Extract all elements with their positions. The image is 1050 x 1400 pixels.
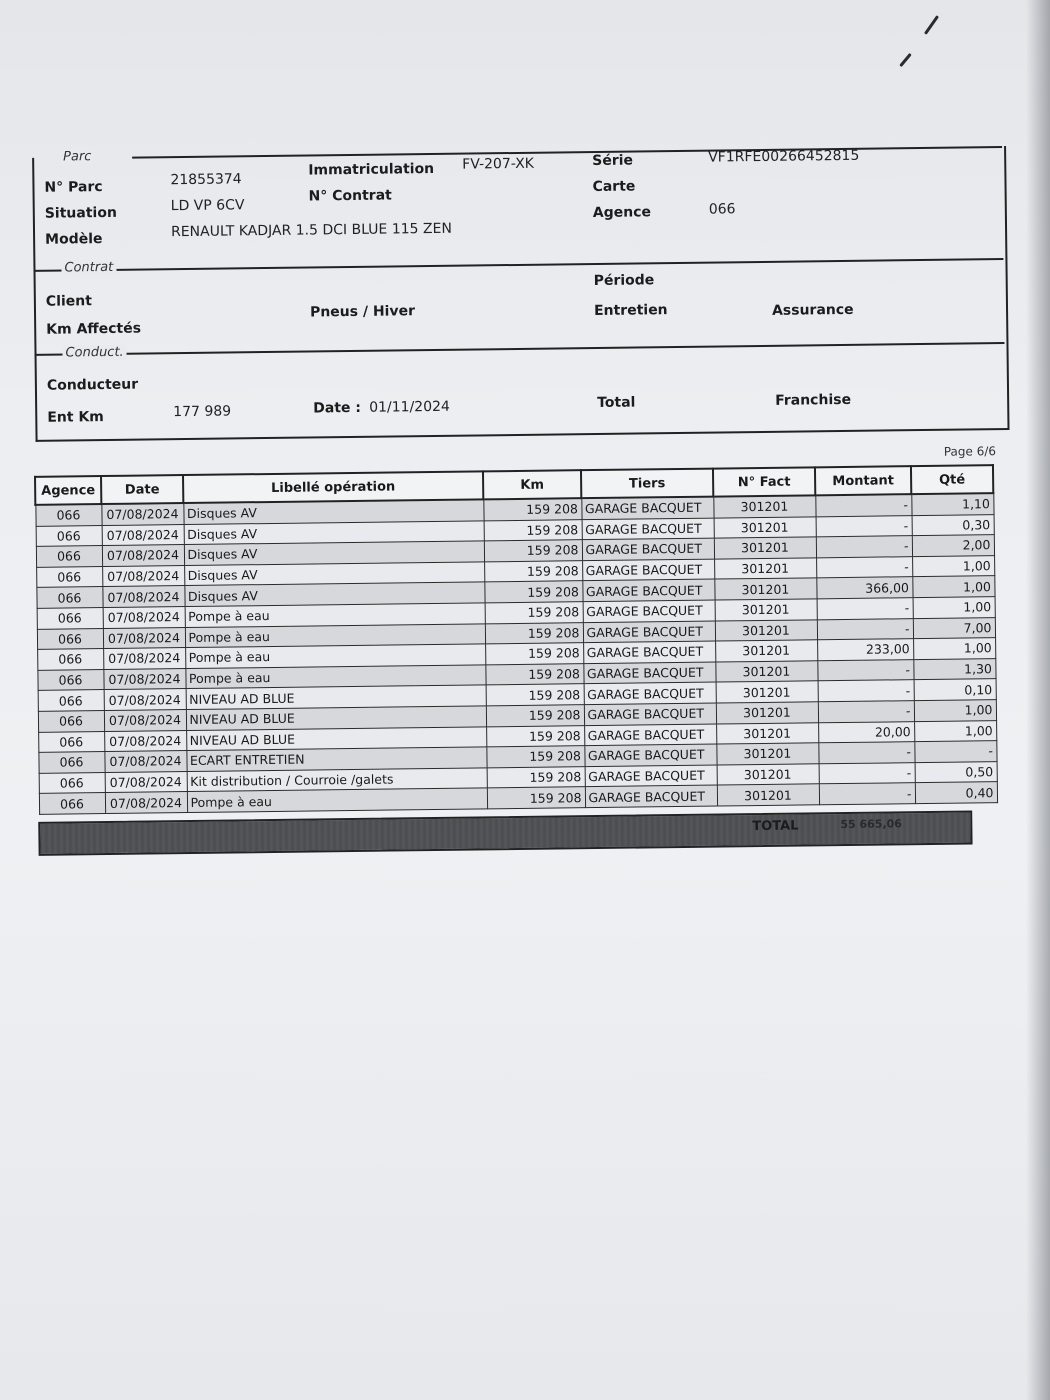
montant-cell: - bbox=[817, 618, 913, 640]
no-parc-value: 21855374 bbox=[170, 171, 242, 189]
libelle-cell: Pompe à eau bbox=[185, 665, 485, 689]
montant-cell: - bbox=[817, 659, 913, 681]
ent-km-value: 177 989 bbox=[173, 403, 232, 421]
montant-cell: - bbox=[818, 742, 914, 764]
qte-cell: 1,00 bbox=[912, 555, 994, 577]
libelle-cell: Disques AV bbox=[184, 520, 484, 544]
km-cell: 159 208 bbox=[486, 684, 584, 706]
libelle-cell: Pompe à eau bbox=[185, 623, 485, 647]
agence-cell: 066 bbox=[39, 793, 105, 814]
date-value: 01/11/2024 bbox=[369, 398, 450, 416]
facture-cell: 301201 bbox=[716, 681, 818, 703]
tiers-cell: GARAGE BACQUET bbox=[582, 559, 714, 581]
serie-value: VF1RFE00266452815 bbox=[708, 147, 860, 166]
km-cell: 159 208 bbox=[485, 602, 583, 624]
date-cell: 07/08/2024 bbox=[105, 771, 187, 793]
tiers-cell: GARAGE BACQUET bbox=[584, 724, 716, 746]
libelle-cell: Disques AV bbox=[183, 499, 483, 524]
date-cell: 07/08/2024 bbox=[102, 545, 184, 567]
agence-cell: 066 bbox=[36, 525, 102, 546]
qte-cell: 1,00 bbox=[912, 576, 994, 598]
facture-cell: 301201 bbox=[716, 702, 818, 724]
libelle-cell: Pompe à eau bbox=[185, 644, 485, 668]
agence-cell: 066 bbox=[36, 566, 102, 587]
tiers-cell: GARAGE BACQUET bbox=[582, 579, 714, 601]
tiers-cell: GARAGE BACQUET bbox=[582, 518, 714, 540]
montant-cell: 366,00 bbox=[816, 577, 912, 599]
montant-cell: - bbox=[816, 515, 912, 537]
column-header: Tiers bbox=[581, 469, 713, 499]
agence-value: 066 bbox=[708, 201, 736, 218]
qte-cell: 0,10 bbox=[914, 679, 996, 701]
entretien-label: Entretien bbox=[593, 302, 668, 320]
qte-cell: 1,30 bbox=[913, 658, 995, 680]
franchise-label: Franchise bbox=[775, 391, 852, 409]
qte-cell: 1,00 bbox=[913, 638, 995, 660]
montant-cell: - bbox=[819, 762, 915, 784]
section-title-parc: Parc bbox=[60, 149, 94, 164]
montant-cell: - bbox=[815, 494, 911, 516]
ent-km-label: Ent Km bbox=[47, 409, 104, 426]
km-cell: 159 208 bbox=[484, 519, 582, 541]
agence-cell: 066 bbox=[35, 504, 101, 526]
qte-cell: 0,40 bbox=[915, 782, 997, 804]
montant-cell: 20,00 bbox=[818, 721, 914, 743]
km-cell: 159 208 bbox=[484, 540, 582, 562]
libelle-cell: Pompe à eau bbox=[187, 788, 487, 812]
document-sheet bbox=[22, 136, 1031, 908]
operations-table bbox=[34, 464, 998, 815]
km-cell: 159 208 bbox=[483, 498, 581, 520]
modele-label: Modèle bbox=[45, 231, 103, 248]
agence-cell: 066 bbox=[37, 669, 103, 690]
tiers-cell: GARAGE BACQUET bbox=[584, 682, 716, 704]
serie-label: Série bbox=[592, 152, 634, 170]
no-parc-label: N° Parc bbox=[44, 179, 103, 196]
facture-cell: 301201 bbox=[715, 599, 817, 621]
tiers-cell: GARAGE BACQUET bbox=[583, 641, 715, 663]
montant-cell: - bbox=[818, 701, 914, 723]
date-cell: 07/08/2024 bbox=[103, 627, 185, 649]
libelle-cell: NIVEAU AD BLUE bbox=[186, 726, 486, 750]
date-cell: 07/08/2024 bbox=[104, 709, 186, 731]
agence-cell: 066 bbox=[37, 608, 103, 629]
column-header: Date bbox=[101, 475, 183, 504]
qte-cell: 1,10 bbox=[911, 493, 993, 515]
agence-cell: 066 bbox=[38, 710, 104, 731]
libelle-cell: Disques AV bbox=[184, 562, 484, 586]
qte-cell: 1,00 bbox=[914, 700, 996, 722]
facture-cell: 301201 bbox=[714, 537, 816, 559]
total-label: TOTAL bbox=[752, 818, 799, 835]
km-cell: 159 208 bbox=[486, 746, 584, 768]
montant-cell: - bbox=[816, 556, 912, 578]
date-cell: 07/08/2024 bbox=[104, 689, 186, 711]
libelle-cell: Disques AV bbox=[184, 582, 484, 606]
km-cell: 159 208 bbox=[485, 643, 583, 665]
agence-cell: 066 bbox=[36, 546, 102, 567]
tiers-cell: GARAGE BACQUET bbox=[583, 662, 715, 684]
carte-label: Carte bbox=[592, 178, 636, 196]
total-label-header: Total bbox=[597, 394, 636, 411]
table-body bbox=[35, 493, 997, 814]
agence-cell: 066 bbox=[38, 731, 104, 752]
km-affectes-label: Km Affectés bbox=[46, 320, 142, 338]
date-cell: 07/08/2024 bbox=[104, 730, 186, 752]
section-title-contrat: Contrat bbox=[61, 260, 116, 276]
agence-cell: 066 bbox=[39, 772, 105, 793]
date-cell: 07/08/2024 bbox=[102, 524, 184, 546]
libelle-cell: Disques AV bbox=[184, 541, 484, 565]
libelle-cell: Pompe à eau bbox=[185, 603, 485, 627]
facture-cell: 301201 bbox=[714, 578, 816, 600]
km-cell: 159 208 bbox=[487, 766, 585, 788]
facture-cell: 301201 bbox=[713, 495, 815, 517]
qte-cell: 1,00 bbox=[914, 720, 996, 742]
client-label: Client bbox=[45, 293, 93, 310]
situation-label: Situation bbox=[44, 204, 117, 222]
modele-value: RENAULT KADJAR 1.5 DCI BLUE 115 ZEN bbox=[170, 220, 452, 241]
km-cell: 159 208 bbox=[485, 622, 583, 644]
libelle-cell: NIVEAU AD BLUE bbox=[186, 706, 486, 730]
page-number: Page 6/6 bbox=[943, 444, 997, 459]
conducteur-label: Conducteur bbox=[46, 376, 139, 394]
immatriculation-label: Immatriculation bbox=[308, 160, 435, 179]
tiers-cell: GARAGE BACQUET bbox=[585, 785, 717, 807]
tiers-cell: GARAGE BACQUET bbox=[582, 538, 714, 560]
photo-edge-shadow bbox=[1026, 0, 1050, 1400]
facture-cell: 301201 bbox=[715, 661, 817, 683]
section-title-conduct: Conduct. bbox=[62, 345, 126, 361]
assurance-label: Assurance bbox=[771, 301, 854, 319]
qte-cell: 0,50 bbox=[915, 761, 997, 783]
agence-cell: 066 bbox=[38, 690, 104, 711]
total-value: 55 665,06 bbox=[840, 817, 902, 832]
facture-cell: 301201 bbox=[717, 784, 819, 806]
km-cell: 159 208 bbox=[484, 581, 582, 603]
qte-cell: 1,00 bbox=[913, 597, 995, 619]
montant-cell: 233,00 bbox=[817, 639, 913, 661]
km-cell: 159 208 bbox=[484, 560, 582, 582]
agence-cell: 066 bbox=[37, 649, 103, 670]
km-cell: 159 208 bbox=[486, 725, 584, 747]
total-bar bbox=[38, 810, 972, 855]
facture-cell: 301201 bbox=[717, 764, 819, 786]
header-box bbox=[32, 146, 1009, 442]
date-cell: 07/08/2024 bbox=[105, 792, 187, 814]
date-cell: 07/08/2024 bbox=[102, 586, 184, 608]
date-cell: 07/08/2024 bbox=[102, 565, 184, 587]
facture-cell: 301201 bbox=[714, 558, 816, 580]
column-header: Agence bbox=[35, 476, 101, 505]
tiers-cell: GARAGE BACQUET bbox=[584, 703, 716, 725]
date-cell: 07/08/2024 bbox=[101, 503, 183, 525]
date-label: Date : bbox=[313, 399, 362, 417]
column-header: Montant bbox=[815, 466, 911, 495]
tiers-cell: GARAGE BACQUET bbox=[581, 497, 713, 520]
agence-cell: 066 bbox=[38, 752, 104, 773]
qte-cell: 2,00 bbox=[912, 535, 994, 557]
libelle-cell: NIVEAU AD BLUE bbox=[186, 685, 486, 709]
km-cell: 159 208 bbox=[485, 663, 583, 685]
facture-cell: 301201 bbox=[715, 619, 817, 641]
tiers-cell: GARAGE BACQUET bbox=[585, 765, 717, 787]
tiers-cell: GARAGE BACQUET bbox=[584, 744, 716, 766]
column-header: Qté bbox=[911, 465, 993, 494]
date-cell: 07/08/2024 bbox=[103, 607, 185, 629]
facture-cell: 301201 bbox=[716, 722, 818, 744]
facture-cell: 301201 bbox=[716, 743, 818, 765]
date-cell: 07/08/2024 bbox=[104, 751, 186, 773]
agence-label: Agence bbox=[592, 204, 652, 222]
column-header: Km bbox=[483, 470, 581, 499]
tiers-cell: GARAGE BACQUET bbox=[583, 600, 715, 622]
periode-label: Période bbox=[593, 272, 655, 290]
libelle-cell: ECART ENTRETIEN bbox=[186, 747, 486, 771]
date-cell: 07/08/2024 bbox=[103, 648, 185, 670]
qte-cell: 0,30 bbox=[912, 514, 994, 536]
contrat-no-label: N° Contrat bbox=[308, 187, 392, 205]
facture-cell: 301201 bbox=[714, 516, 816, 538]
tiers-cell: GARAGE BACQUET bbox=[583, 621, 715, 643]
libelle-cell: Kit distribution / Courroie /galets bbox=[187, 768, 487, 792]
km-cell: 159 208 bbox=[487, 787, 585, 809]
qte-cell: - bbox=[914, 741, 996, 763]
montant-cell: - bbox=[816, 536, 912, 558]
qte-cell: 7,00 bbox=[913, 617, 995, 639]
situation-value: LD VP 6CV bbox=[170, 197, 245, 215]
facture-cell: 301201 bbox=[715, 640, 817, 662]
montant-cell: - bbox=[818, 680, 914, 702]
km-cell: 159 208 bbox=[486, 705, 584, 727]
agence-cell: 066 bbox=[37, 628, 103, 649]
agence-cell: 066 bbox=[36, 587, 102, 608]
montant-cell: - bbox=[819, 783, 915, 805]
date-cell: 07/08/2024 bbox=[103, 668, 185, 690]
montant-cell: - bbox=[817, 598, 913, 620]
column-header: Libellé opération bbox=[183, 471, 483, 503]
immatriculation-value: FV-207-XK bbox=[462, 155, 535, 173]
pneus-hiver-label: Pneus / Hiver bbox=[309, 303, 416, 321]
column-header: N° Fact bbox=[713, 467, 815, 496]
